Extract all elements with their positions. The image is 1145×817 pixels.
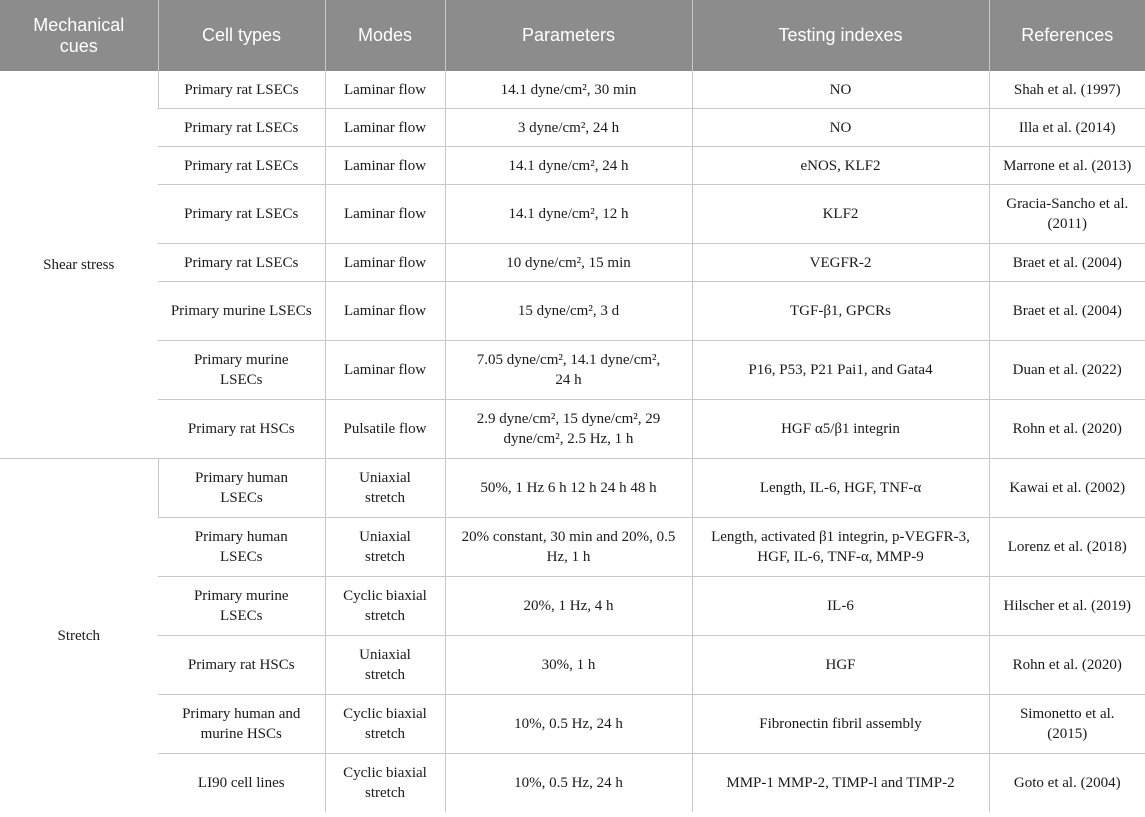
- mode: Uniaxial stretch: [325, 459, 445, 518]
- testing-index: Length, activated β1 integrin, p-VEGFR-3, HGF, IL-6, TNF-α, MMP-9: [692, 518, 989, 577]
- table-row: [0, 341, 1145, 400]
- reference: Braet et al. (2004): [989, 282, 1145, 341]
- cell-type: Primary rat LSECs: [158, 109, 325, 147]
- parameters: 14.1 dyne/cm², 30 min: [445, 71, 692, 109]
- testing-index: Length, IL-6, HGF, TNF-α: [692, 459, 989, 518]
- parameters: 20%, 1 Hz, 4 h: [445, 577, 692, 636]
- table-row: [0, 185, 1145, 244]
- mode: Laminar flow: [325, 71, 445, 109]
- testing-index: NO: [692, 71, 989, 109]
- testing-index: HGF α5/β1 integrin: [692, 400, 989, 459]
- testing-index: VEGFR-2: [692, 244, 989, 282]
- reference: Lorenz et al. (2018): [989, 518, 1145, 577]
- mode: Laminar flow: [325, 282, 445, 341]
- header-parameters: Parameters: [445, 0, 692, 71]
- parameters: 10%, 0.5 Hz, 24 h: [445, 754, 692, 813]
- testing-index: KLF2: [692, 185, 989, 244]
- testing-index: HGF: [692, 636, 989, 695]
- cue-cell: Stretch: [57, 627, 100, 644]
- mode: Uniaxial stretch: [325, 518, 445, 577]
- mode: Laminar flow: [325, 147, 445, 185]
- table-row: [0, 109, 1145, 147]
- testing-index: NO: [692, 109, 989, 147]
- table-row: [0, 244, 1145, 282]
- table-body: [0, 71, 1145, 812]
- cell-type: Primary human and murine HSCs: [158, 695, 325, 754]
- mode: Laminar flow: [325, 185, 445, 244]
- reference: Kawai et al. (2002): [989, 459, 1145, 518]
- mode: Cyclic biaxial stretch: [325, 754, 445, 813]
- table-row: [0, 577, 1145, 636]
- header-cell-types: Cell types: [158, 0, 325, 71]
- table-row: [0, 71, 1145, 109]
- mode: Laminar flow: [325, 244, 445, 282]
- table-row: [0, 695, 1145, 754]
- parameters: 15 dyne/cm², 3 d: [445, 282, 692, 341]
- cell-type: Primary rat LSECs: [158, 244, 325, 282]
- mode: Laminar flow: [325, 109, 445, 147]
- parameters: 3 dyne/cm², 24 h: [445, 109, 692, 147]
- testing-index: P16, P53, P21 Pai1, and Gata4: [692, 341, 989, 400]
- cell-type: Primary murine LSECs: [158, 282, 325, 341]
- cell-type: Primary human LSECs: [158, 518, 325, 577]
- reference: Rohn et al. (2020): [989, 400, 1145, 459]
- parameters: 50%, 1 Hz 6 h 12 h 24 h 48 h: [445, 459, 692, 518]
- reference: Hilscher et al. (2019): [989, 577, 1145, 636]
- table-row: [0, 282, 1145, 341]
- testing-index: eNOS, KLF2: [692, 147, 989, 185]
- reference: Shah et al. (1997): [989, 71, 1145, 109]
- cell-type: Primary human LSECs: [158, 459, 325, 518]
- reference: Gracia-Sancho et al. (2011): [989, 185, 1145, 244]
- parameters: 2.9 dyne/cm², 15 dyne/cm², 29 dyne/cm², 2.5 Hz, 1 h: [445, 400, 692, 459]
- mode: Laminar flow: [325, 341, 445, 400]
- table-row: [0, 636, 1145, 695]
- table-row: [0, 459, 1145, 518]
- cell-type: Primary murine LSECs: [158, 577, 325, 636]
- table-row: [0, 754, 1145, 813]
- table-row: [0, 518, 1145, 577]
- mode: Pulsatile flow: [325, 400, 445, 459]
- reference: Duan et al. (2022): [989, 341, 1145, 400]
- reference: Braet et al. (2004): [989, 244, 1145, 282]
- reference: Goto et al. (2004): [989, 754, 1145, 813]
- mode: Uniaxial stretch: [325, 636, 445, 695]
- cell-type: Primary rat LSECs: [158, 71, 325, 109]
- table-row: [0, 400, 1145, 459]
- parameters: 10 dyne/cm², 15 min: [445, 244, 692, 282]
- parameters: 30%, 1 h: [445, 636, 692, 695]
- testing-index: MMP-1 MMP-2, TIMP-l and TIMP-2: [692, 754, 989, 813]
- cell-type: Primary rat LSECs: [158, 147, 325, 185]
- parameters: 10%, 0.5 Hz, 24 h: [445, 695, 692, 754]
- header-testing-indexes: Testing indexes: [692, 0, 989, 71]
- cell-type: Primary rat HSCs: [158, 400, 325, 459]
- parameters: 7.05 dyne/cm², 14.1 dyne/cm², 24 h: [445, 341, 692, 400]
- parameters: 14.1 dyne/cm², 12 h: [445, 185, 692, 244]
- reference: Illa et al. (2014): [989, 109, 1145, 147]
- testing-index: TGF-β1, GPCRs: [692, 282, 989, 341]
- mode: Cyclic biaxial stretch: [325, 577, 445, 636]
- reference: Marrone et al. (2013): [989, 147, 1145, 185]
- cell-type: Primary murine LSECs: [158, 341, 325, 400]
- testing-index: IL-6: [692, 577, 989, 636]
- mode: Cyclic biaxial stretch: [325, 695, 445, 754]
- cell-type: Primary rat HSCs: [158, 636, 325, 695]
- reference: Rohn et al. (2020): [989, 636, 1145, 695]
- reference: Simonetto et al. (2015): [989, 695, 1145, 754]
- header-references: References: [989, 0, 1145, 71]
- table-row: [0, 147, 1145, 185]
- cue-cell: Shear stress: [0, 71, 158, 459]
- header-mechanical-cues: Mechanical cues: [0, 0, 158, 71]
- cell-type: Primary rat LSECs: [158, 185, 325, 244]
- cell-type: LI90 cell lines: [197, 775, 285, 791]
- parameters: 14.1 dyne/cm², 24 h: [445, 147, 692, 185]
- table-header: [0, 0, 1145, 71]
- header-modes: Modes: [325, 0, 445, 71]
- testing-index: Fibronectin fibril assembly: [692, 695, 989, 754]
- parameters: 20% constant, 30 min and 20%, 0.5 Hz, 1 h: [445, 518, 692, 577]
